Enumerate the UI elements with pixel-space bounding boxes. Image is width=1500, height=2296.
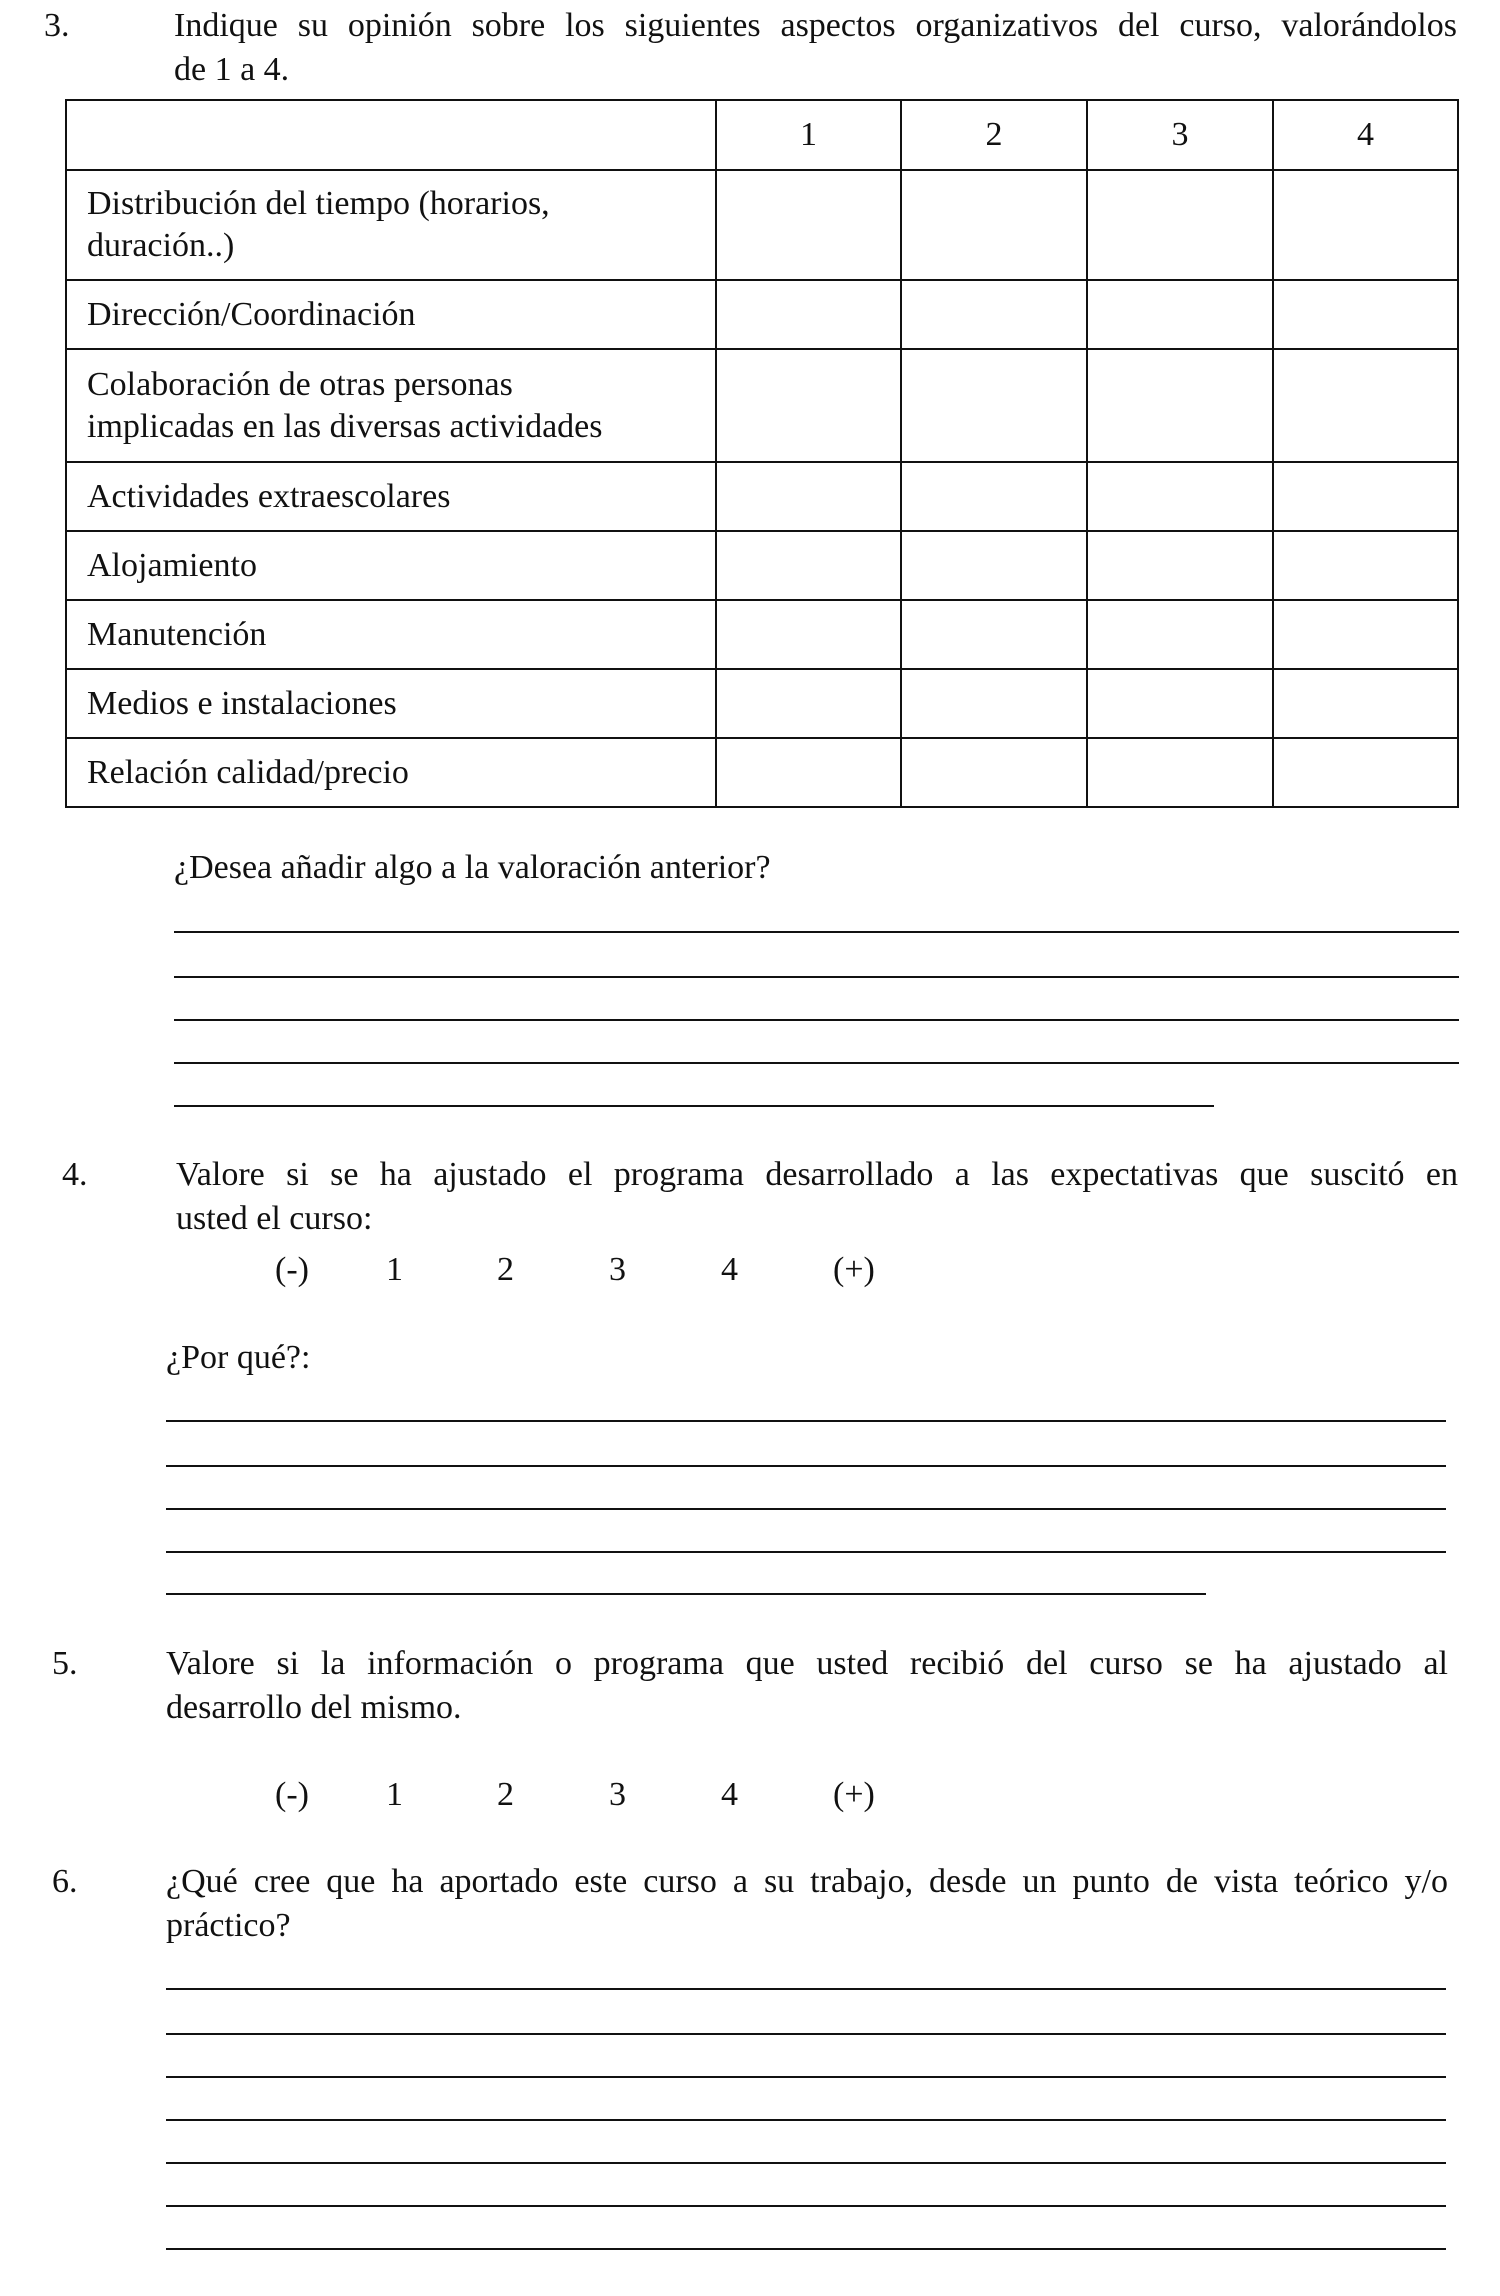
scale-minus: (-) [275,1776,309,1813]
rating-cell-4[interactable] [1273,669,1458,738]
scale-option-1[interactable]: 1 [386,1776,403,1813]
scale-option-4[interactable]: 4 [721,1776,738,1813]
question-6-number: 6. [52,1863,78,1900]
answer-line[interactable] [166,1508,1446,1510]
rating-cell-4[interactable] [1273,349,1458,462]
rating-cell-3[interactable] [1087,600,1273,669]
row-label-line: Dirección/Coordinación [87,295,416,333]
answer-line[interactable] [166,1988,1446,1990]
question-5-text [166,1642,1448,1730]
answer-line[interactable] [174,931,1459,933]
rating-cell-4[interactable] [1273,531,1458,600]
table-row [66,280,1458,349]
rating-cell-2[interactable] [901,738,1087,807]
row-label-line: Distribución del tiempo (horarios, [87,185,550,222]
rating-cell-4[interactable] [1273,280,1458,349]
scale-option-1[interactable]: 1 [386,1251,403,1288]
scale-option-3[interactable]: 3 [609,1776,626,1813]
scale-plus: (+) [833,1776,875,1813]
table-row [66,531,1458,600]
row-label-line: Actividades extraescolares [87,477,451,515]
row-label-line: Colaboración de otras personas [87,365,513,403]
answer-line[interactable] [174,976,1459,978]
rating-cell-3[interactable] [1087,462,1273,531]
rating-cell-2[interactable] [901,349,1087,462]
rating-cell-2[interactable] [901,170,1087,280]
rating-cell-3[interactable] [1087,170,1273,280]
answer-line[interactable] [174,1062,1459,1064]
row-label-alojamiento [66,531,716,600]
rating-cell-1[interactable] [716,669,901,738]
question-3-text-line2: de 1 a 4. [174,51,290,88]
row-label-distribucion [66,170,716,280]
question-5-number: 5. [52,1645,78,1682]
row-label-line: Relación calidad/precio [87,753,409,791]
rating-cell-2[interactable] [901,600,1087,669]
table-header-row [66,100,1458,170]
question-5-text-line1: Valore si la información o programa que usted recibió del curso se ha ajustado al [166,1645,1448,1682]
answer-line[interactable] [174,1019,1459,1021]
answer-line[interactable] [166,2248,1446,2250]
question-4-text-line2: usted el curso: [176,1200,373,1237]
row-label-actividades [66,462,716,531]
scale-option-2[interactable]: 2 [497,1776,514,1813]
rating-cell-1[interactable] [716,531,901,600]
rating-cell-1[interactable] [716,462,901,531]
row-label-line: Medios e instalaciones [87,684,397,722]
row-label-line: implicadas en las diversas actividades [87,407,603,445]
answer-line[interactable] [166,2033,1446,2035]
rating-cell-4[interactable] [1273,462,1458,531]
answer-line[interactable] [166,1465,1446,1467]
table-row [66,738,1458,807]
rating-cell-4[interactable] [1273,738,1458,807]
header-col-2: 2 [901,100,1087,170]
rating-cell-4[interactable] [1273,600,1458,669]
rating-cell-3[interactable] [1087,738,1273,807]
rating-cell-3[interactable] [1087,349,1273,462]
question-3-text [174,4,1457,92]
question-3-text-line1: Indique su opinión sobre los siguientes aspectos organizativos del curso, valorándolos [174,7,1457,44]
question-4-text-line1: Valore si se ha ajustado el programa desarrollado a las expectativas que suscitó en [176,1156,1458,1193]
rating-cell-2[interactable] [901,531,1087,600]
table-row [66,600,1458,669]
rating-cell-3[interactable] [1087,280,1273,349]
answer-line[interactable] [174,1105,1214,1107]
question-5-text-line2: desarrollo del mismo. [166,1689,462,1726]
question-3-followup-prompt: ¿Desea añadir algo a la valoración anterior? [174,849,771,886]
answer-line[interactable] [166,1420,1446,1422]
rating-cell-2[interactable] [901,280,1087,349]
scale-plus: (+) [833,1251,875,1288]
answer-line[interactable] [166,1551,1446,1553]
answer-line[interactable] [166,2205,1446,2207]
answer-line[interactable] [166,1593,1206,1595]
rating-cell-2[interactable] [901,462,1087,531]
row-label-colaboracion [66,349,716,462]
rating-cell-3[interactable] [1087,531,1273,600]
scale-option-3[interactable]: 3 [609,1251,626,1288]
row-label-line: Manutención [87,615,267,653]
row-label-line: duración..) [87,227,235,264]
rating-cell-2[interactable] [901,669,1087,738]
table-row [66,462,1458,531]
scale-option-2[interactable]: 2 [497,1251,514,1288]
question-6-text-line2: práctico? [166,1907,291,1944]
scale-minus: (-) [275,1251,309,1288]
answer-line[interactable] [166,2162,1446,2164]
rating-table [65,99,1459,808]
rating-cell-1[interactable] [716,170,901,280]
question-4-text [176,1153,1458,1241]
answer-line[interactable] [166,2119,1446,2121]
rating-cell-1[interactable] [716,738,901,807]
table-row [66,170,1458,280]
table-row [66,349,1458,462]
row-label-line: Alojamiento [87,546,257,584]
header-col-1: 1 [716,100,901,170]
question-4-followup-prompt: ¿Por qué?: [166,1339,311,1376]
row-label-relacion [66,738,716,807]
rating-cell-3[interactable] [1087,669,1273,738]
header-col-3: 3 [1087,100,1273,170]
scale-option-4[interactable]: 4 [721,1251,738,1288]
answer-line[interactable] [166,2076,1446,2078]
rating-cell-1[interactable] [716,280,901,349]
question-6-text [166,1860,1448,1948]
row-label-medios [66,669,716,738]
question-6-text-line1: ¿Qué cree que ha aportado este curso a su trabajo, desde un punto de vista teórico y/o [166,1863,1448,1900]
rating-cell-4[interactable] [1273,170,1458,280]
row-label-direccion [66,280,716,349]
question-4-number: 4. [62,1156,88,1193]
question-5-scale [0,1773,1500,1817]
question-3-number: 3. [44,7,70,44]
header-blank-cell [66,100,716,170]
question-4-scale [0,1248,1500,1292]
table-row [66,669,1458,738]
rating-cell-1[interactable] [716,349,901,462]
row-label-manutencion [66,600,716,669]
rating-cell-1[interactable] [716,600,901,669]
header-col-4: 4 [1273,100,1458,170]
